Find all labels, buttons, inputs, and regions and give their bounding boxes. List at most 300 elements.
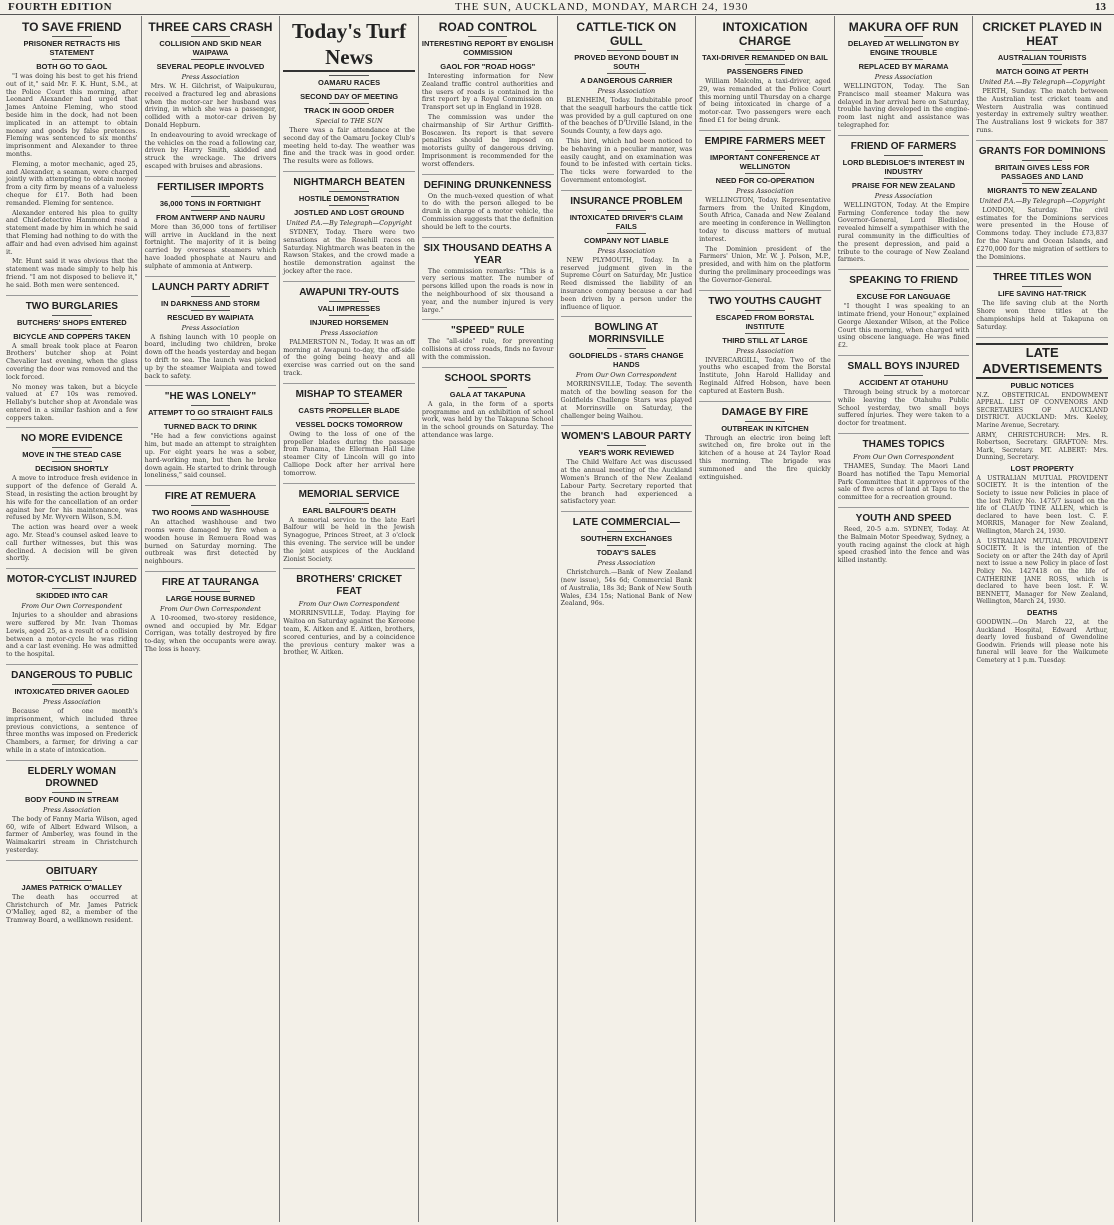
subheadline: BODY FOUND IN STREAM [25,794,119,804]
rule-divider [329,89,368,90]
article-body [561,257,693,312]
subheadline: OUTBREAK IN KITCHEN [721,423,809,433]
article [6,20,138,296]
subheadline: A DANGEROUS CARRIER [580,76,673,85]
rule-divider [191,405,230,406]
article-body [838,83,970,130]
rule-divider [1022,286,1061,287]
article-body [145,83,277,171]
subheadline: INJURED HORSEMEN [309,317,389,327]
subheadline: COMPANY NOT LIABLE [583,235,669,245]
article [6,301,138,429]
paragraph: The life saving club at the North Shore won three titles at the championships held at Takapuna on Saturday. [976,299,1108,331]
article [145,282,277,387]
article [976,146,1108,268]
rule-divider [191,59,230,60]
rule-divider [745,310,784,311]
article [422,373,554,445]
headline: EMPIRE FARMERS MEET [704,135,826,147]
article-body [422,73,554,169]
paragraph: Interesting information for New Zealand traffic control authorities and the users of roads is contained in the first report by a Royal Commission on Transport set up in England in 1928. [421,72,554,112]
byline: Press Association [736,346,794,355]
byline: United P.A.—By Telegraph—Copyright [979,196,1106,205]
rule-divider [191,196,230,197]
rule-divider [745,173,784,174]
headline: NIGHTMARCH BEATEN [293,176,405,188]
rule-divider [191,296,230,297]
headline: MOTOR-CYCLIST INJURED [6,574,137,586]
headline: CATTLE-TICK ON GULL [576,20,677,48]
headline: OBITUARY [45,865,98,877]
article [699,407,831,487]
headline: YOUTH AND SPEED [855,512,952,524]
rule-divider [52,59,91,60]
paragraph: Mrs. W. H. Gilchrist, of Waipukurau, received a fractured leg and abrasions when the motor-car her husband was driving, in which she was a passenger, collided with a motor-car driven by Donald Hepburn. [144,82,277,129]
subheadline: SOUTHERN EXCHANGES [580,534,673,544]
subheadline: FROM ANTWERP AND NAURU [155,212,265,222]
byline: From Our Own Correspondent [853,452,955,461]
article-body [145,615,277,654]
article [283,287,415,384]
article [283,18,415,172]
article-body [699,78,831,125]
classified-heading: PUBLIC NOTICES [1010,380,1074,390]
article [699,20,831,131]
rule-divider [52,329,91,330]
column-4 [418,16,557,1222]
paragraph: PALMERSTON N., Today. It was an off morning at Awapuni to-day, the off-side of the going being heavy and all exercise was carried out on the sand track. [283,337,415,377]
rule-divider [745,333,784,334]
article [145,20,277,177]
byline: From Our Own Correspondent [575,371,677,380]
headline: THREE TITLES WON [993,272,1092,284]
article [283,489,415,570]
rule-divider [468,59,507,60]
subheadline: LARGE HOUSE BURNED [165,593,256,603]
article-body [838,526,970,565]
paragraph: The commission was under the chairmanship of Sir Arthur Griffith-Boscawen. Its report is that severe penalties should be imposed on motorists guilty of dangerous driving. Imprisonment is recommended for the worst offenders. [421,112,554,168]
paragraph: LONDON, Saturday. The civil estimates for the Dominions services were presented in the House of Commons today. They include £73,837 for the Nauru and Ocean Islands, and £270,000 for the migration of settlers to the Dominions. [976,205,1108,261]
article-body [6,894,138,925]
subheadline: BUTCHERS' SHOPS ENTERED [16,317,127,327]
headline: ELDERLY WOMAN DROWNED [27,765,116,789]
column-2 [141,16,280,1222]
subheadline: BICYCLE AND COPPERS TAKEN [13,331,131,341]
article [145,577,277,659]
paragraph: SYDNEY, Today. There were two sensations at the Rosehill races on Saturday. Nightmarch was beaten in the Rawson Stakes, and the crowd made a hostile demonstration against the jockey after the race. [283,227,415,275]
headline: LATE COMMERCIAL— [572,517,680,529]
byline: Press Association [597,559,656,568]
subheadline: TWO ROOMS AND WASHHOUSE [151,508,270,518]
article [422,243,554,321]
rule-divider [745,150,784,151]
subheadline: GALA AT TAKAPUNA [449,389,526,399]
byline: From Our Own Correspondent [159,604,261,613]
paragraph: MORRINSVILLE, Today. Playing for Waitoa on Saturday against the Kereone team, K. Aitken and E. Aitken, brothers, scored centuries, and by a coincidence the previous century maker was a brother, W. Aitken. [283,609,415,657]
subheadline: MIGRANTS TO NEW ZEALAND [987,185,1098,195]
byline: From Our Own Correspondent [21,602,123,611]
byline: Press Association [874,191,933,200]
paragraph: The death has occurred at Christchurch of Mr. James Patrick O'Malley, aged 82, a member of the Tramway Board, a wellknown resident. [6,892,138,925]
masthead [0,0,1114,15]
subheadline: PRISONER RETRACTS HIS STATEMENT [23,39,121,57]
article [145,182,277,277]
article-body [838,389,970,428]
paragraph: "He had a few convictions against him, but made an attempt to straighten up. For eight years he was a sober, hard-working man, but then he broke down again. He started to drink through loneliness," said counsel. [144,432,277,480]
article-body [838,463,970,502]
article-body [145,334,277,381]
edition-label: FOURTH EDITION [8,1,113,13]
rule-divider [607,545,646,546]
byline: Press Association [597,87,656,95]
article [6,433,138,569]
headline: FIRE AT REMUERA [164,491,256,503]
article-body [561,569,693,608]
headline: TWO BURGLARIES [25,300,118,312]
headline: MEMORIAL SERVICE [298,488,400,500]
subheadline: PASSENGERS FINED [726,67,803,76]
article [6,574,138,665]
paragraph: WELLINGTON, Today. Representative farmers from the United Kingdom, South Africa, Canada and New Zealand are meeting in conference in Wellington today to discuss matters of mutual interest. [699,195,831,243]
article [145,391,277,486]
paragraph: MORRINSVILLE, Today. The seventh match of the bowling season for the Goldfields Challenge Stars was played at Morrinsville on Saturday, the challenger being Waihou. [560,380,693,420]
article [6,866,138,930]
article [283,177,415,282]
article-body [6,708,138,755]
paragraph: Injuries to a shoulder and abrasions were suffered by Mr. Ivan Thomas Lewis, aged 25, as a result of a collision between a motor-cycle he was riding and a car last evening. He was admitted to the hospital. [6,611,138,659]
rule-divider [745,421,784,422]
rule-divider [52,684,91,685]
rule-divider [607,531,646,532]
subheadline: INTOXICATED DRIVER'S CLAIM FAILS [569,212,683,231]
article-body [838,202,970,264]
article-body [422,401,554,440]
subheadline: JAMES PATRICK O'MALLEY [21,882,123,892]
article-body [283,431,415,478]
rule-divider [607,348,646,349]
paragraph: A memorial service to the late Earl Balfour will be held in the Jewish Synagogue, Princes Street, at 3 o'clock this evening. The service will be under the joint auspices of the Auckland Zionist Society. [283,515,415,563]
headline: INTOXICATION CHARGE [722,20,808,48]
subheadline: BRITAIN GIVES LESS FOR PASSAGES AND LAND [994,162,1090,181]
headline: CRICKET PLAYED IN HEAT [982,20,1102,48]
byline: United P.A.—By Telegraph—Copyright [979,78,1106,86]
rule-divider [884,36,923,37]
headline: SIX THOUSAND DEATHS A YEAR [423,242,552,266]
subheadline: THIRD STILL AT LARGE [722,335,808,345]
rule-divider [329,205,368,206]
byline: Press Association [597,246,656,255]
classified-notice: ARMY, CHRISTCHURCH: Mrs. R. Robertson, Secretary. GRAFTON: Mrs. Mark, Secretary. MT. ALBERT: Mrs. Dunning, Secretary. [976,431,1108,462]
article-body [561,97,693,185]
paragraph: Owing to the loss of one of the propeller blades during the passage from Panama, the Ellerman Hall Line steamer City of Lincoln will go into Calliope Dock after her arrival here tomorrow. [283,429,415,477]
rule-divider [191,210,230,211]
subheadline: GAOL FOR "ROAD HOGS" [440,62,536,71]
article [283,574,415,662]
rule-divider [745,50,784,51]
paragraph: A move to introduce fresh evidence in support of the defence of Gerald A. Stead, in resisting the action brought by his wife for the cancellation of an order against her for his maintenance, was refused by Mr. Wyvern Wilson, S.M. [6,474,138,522]
paragraph: BLENHEIM, Today. Indubitable proof that the seagull harbours the cattle tick was provided by a gull captured on one of the beaches of D'Urville Island, in the Sounds County, a few days ago. [560,96,693,136]
article [976,20,1108,141]
subheadline: SKIDDED INTO CAR [35,591,108,601]
subheadline: IMPORTANT CONFERENCE AT WELLINGTON [710,152,820,171]
subheadline: LORD BLEDISLOE'S INTEREST IN INDUSTRY [842,157,965,176]
headline: TWO YOUTHS CAUGHT [708,295,822,307]
article [422,325,554,367]
paragraph: No money was taken, but a bicycle valued at £7 10s was removed. Hellaby's butcher shop at Avondale was entered in a similar fashion and a few coppers taken. [6,382,138,422]
byline: Press Association [42,698,101,707]
rule-divider [607,210,646,211]
article-body [283,339,415,378]
article-body [145,224,277,271]
classified-notice: N.Z. OBSTETRICAL ENDOWMENT APPEAL. LIST OF CONVENORS AND SECRETARIES OF AUCKLAND DISTRICT. AUCKLAND: Mrs. Keeley, Marine Avenue, Secretary. [976,391,1108,429]
rule-divider [191,419,230,420]
article-body [422,193,554,232]
classified-notice: GOODWIN.—On March 22, at the Auckland Hospital, Edward Arthur, dearly loved husband of Gwendoline Goodwin. Friends will please note his funeral will leave for the Waikumete Cemetery at 1 p.m. Tuesday. [976,618,1108,664]
subheadline: SECOND DAY OF MEETING [300,92,399,101]
paragraph: Christchurch.—Bank of New Zealand (new issue), 54s 6d; Commercial Bank of Australia, 18s 3d; Bank of New South Wales, £34 15s; National Bank of New Zealand, 96s. [560,568,693,608]
subheadline: YEAR'S WORK REVIEWED [578,448,675,458]
article [976,272,1108,337]
paragraph: NEW PLYMOUTH, Today. In a reserved judgment given in the Supreme Court on Saturday, Mr. Justice Reed dismissed the liability of an insurance company because a car had been driven by a person under the influence of liquor. [560,255,693,311]
rule-divider [52,447,91,448]
subheadline: TURNED BACK TO DRINK [163,422,258,432]
headline: FERTILISER IMPORTS [157,181,264,193]
headline: BOWLING AT MORRINSVILLE [588,322,665,346]
article-body [838,303,970,350]
subheadline: PRAISE FOR NEW ZEALAND [851,180,956,190]
article [561,20,693,191]
subheadline: MATCH GOING AT PERTH [996,67,1089,76]
rule-divider [329,417,368,418]
byline: Press Association [320,328,378,337]
article-body [145,519,277,566]
rule-divider [884,289,923,290]
rule-divider [52,461,91,462]
headline: BROTHERS' CRICKET FEAT [296,574,402,598]
headline: FRIEND OF FARMERS [850,140,957,152]
headline: GRANTS FOR DOMINIONS [978,145,1106,157]
subheadline: GOLDFIELDS - STARS CHANGE HANDS [569,351,684,370]
article-body [699,357,831,396]
article [699,296,831,402]
article [699,136,831,291]
paragraph: On the much-vexed question of what to do with the person alleged to be drunk in charge of a motor vehicle, the Commission suggests that the definition should be left to the courts. [421,191,554,231]
article [838,439,970,508]
paragraph: There was a fair attendance at the second day of the Oamaru Jockey Club's meeting held to-day. The weather was fine and the track was in good order. The results were as follows. [283,126,415,166]
paragraph: More than 36,000 tons of fertiliser will arrive in Auckland in the next fortnight. The majority of it is being carried by overseas steamers which have loaded phosphate at Nauru and sulphate of ammonia at Antwerp. [144,222,277,270]
article [838,20,970,136]
subheadline: IN DARKNESS AND STORM [161,298,260,308]
subheadline: INTOXICATED DRIVER GAOLED [14,687,130,697]
byline: Press Association [181,323,240,332]
headline: MAKURA OFF RUN [848,20,959,34]
subheadline: MOVE IN THE STEAD CASE [22,450,122,460]
subheadline: EARL BALFOUR'S DEATH [302,505,396,515]
paragraph: Through being struck by a motorcar while leaving the Otahuhu Public School yesterday, two small boys suffered injuries. They were taken to a doctor for treatment. [837,387,970,428]
paragraph: The Dominion president of the Farmers' Union, Mr. W. J. Polson, M.P., presided, and with him on the platform during the preliminary proceedings was the Governor-General. [699,244,831,284]
paragraph: INVERCARGILL, Today. Two of the youths who escaped from the Borstal Institute, John Harold Halliday and Reginald Alfred Hobson, have been captured at Eastern Bush. [699,355,831,395]
subheadline: REPLACED BY MARAMA [858,62,949,71]
article-body [561,459,693,506]
rule-divider [191,591,230,592]
article-body [976,207,1108,262]
late-advertisements-title: LATE ADVERTISEMENTS [976,343,1108,379]
subheadline: TAXI-DRIVER REMANDED ON BAIL [702,53,828,62]
paragraph: WELLINGTON, Today. The San Francisco mail steamer Makura was delayed in her arrival here on Saturday, trouble having developed in the engine-room last night and assistance was telegraphed for. [837,82,970,129]
article-body [6,475,138,563]
paragraph: WELLINGTON, Today. At the Empire Farming Conference today the new Governor-General, Lord Bledisloe, revealed himself a sympathiser with the rural community in the difficulties of the present depression, and paid a tribute to the courage of New Zealand farmers. [837,200,970,264]
subheadline: NEED FOR CO-OPERATION [715,175,815,185]
paragraph: This bird, which had been noticed to be behaving in a peculiar manner, was easily caught, and on examination was found to be infested with certain ticks. The ticks were forwarded to the Government entomologist. [560,136,693,184]
paragraph: William Malcolm, a taxi-driver, aged 29, was remanded at the Police Court this morning until Thursday on a charge of being intoxicated in charge of a motor-car. Two passengers were each fined £1 for being drunk. [699,77,831,124]
headline: DEFINING DRUNKENNESS [423,179,552,191]
subheadline: LIFE SAVING HAT-TRICK [997,289,1087,299]
article-body [699,435,831,482]
rule-divider [329,301,368,302]
article [561,196,693,318]
article [561,431,693,512]
rule-divider [329,191,368,192]
rule-divider [1022,50,1061,51]
rule-divider [329,315,368,316]
headline: LAUNCH PARTY ADRIFT [151,281,269,293]
headline: SCHOOL SPORTS [444,372,531,384]
headline: THAMES TOPICS [862,438,945,450]
subheadline: RESCUED BY WAIPIATA [167,312,254,322]
article [561,517,693,613]
article-body [6,343,138,423]
column-5 [557,16,696,1222]
rule-divider [329,403,368,404]
rule-divider [1022,64,1061,65]
paragraph: "I thought I was speaking to an intimate friend, your Honour," explained George Alexander Wilson, at the Police Court this morning, when charged with using obscene language. He was fined £2. [837,302,970,350]
rule-divider [884,59,923,60]
article [838,141,970,270]
column-1 [3,16,141,1222]
paragraph: A small break took place at Fearon Brothers' butcher shop at Point Chevalier last evening, when the glass covering the door was removed and the lock forced. [6,341,138,381]
headline: MISHAP TO STEAMER [295,388,403,400]
paragraph: "I was doing his best to get his friend out of it," said Mr. F. K. Hunt, S.M., at the Police Court this morning, after Leonard Alexander had urged that James Antoine Fleming, who stood beside him in the dock, had not been implicated in an attempt to obtain money and goods by false pretences. Fleming was sentenced to six months' imprisonment and Alexander to three months. [6,72,138,158]
classified-notice: A USTRALIAN MUTUAL PROVIDENT SOCIETY. It is the intention of the Society to issue new Policies in place of the lost Policy No. 1475/7 issued on the life of CLAUD TINE ALLEN, which is declared to have been lost. C. F. MORRIS, Manager for New Zealand, Wellington, March 24, 1930. [976,474,1108,536]
rule-divider [468,36,507,37]
paragraph: PERTH, Sunday. The match between the Australian test cricket team and Western Australia was continued yesterday in extremely sultry weather. The Australians lost 9 wickets for 387 runs. [976,87,1108,134]
article [6,670,138,761]
subheadline: VALI IMPRESSES [317,303,381,313]
paragraph: Fleming, a motor mechanic, aged 25, and Alexander, a seaman, were charged jointly with attempting to obtain money from a city firm by means of a valueless cheque for £17. Both had been remanded. Fleming for sentence. [6,159,138,207]
paragraph: In endeavouring to avoid wreckage of the vehicles on the road a following car, driven by Harry Smith, skidded and struck the wreckage. The drivers escaped with bruises and abrasions. [144,130,277,170]
classified-heading: LOST PROPERTY [1010,463,1074,473]
rule-divider [607,50,646,51]
subheadline: TODAY'S SALES [596,548,656,558]
byline: Special to THE SUN [315,117,383,125]
subheadline: PROVED BEYOND DOUBT IN SOUTH [574,53,679,71]
headline: TO SAVE FRIEND [22,20,122,34]
rule-divider [607,445,646,446]
column-3 [279,16,418,1222]
subheadline: DECISION SHORTLY [35,464,109,474]
article-body [283,229,415,276]
article-body [976,88,1108,135]
subheadline: VESSEL DOCKS TOMORROW [295,419,403,429]
article [6,766,138,861]
rule-divider [745,64,784,65]
rule-divider [607,233,646,234]
rule-divider [52,792,91,793]
paragraph: The "all-side" rule, for preventing collisions at cross roads, finds no favour with the commission. [421,337,554,361]
paragraph: Alexander entered his plea to guilty and Chief-detective Hammond read a statement made by him in which he said that Fleming had nothing to do with the affair and had even advised him against it. [6,208,138,256]
article [838,513,970,570]
article-body [283,610,415,657]
paragraph: Because of one month's imprisonment, which included three previous convictions, a sentence of three months was imposed on Frederick Chambers, a farmer, for driving a car while in a state of intoxication. [6,707,138,755]
subheadline: HOSTILE DEMONSTRATION [298,193,400,203]
headline: INSURANCE PROBLEM [570,195,683,207]
paragraph: THAMES, Sunday. The Maori Land Board has notified the Tapu Memorial Park Committee that it approves of the sale of five acres of land at Tapu to the committee for a recreation ground. [837,461,970,502]
paragraph: An attached washhouse and two rooms were damaged by fire when a wooden house in Remuera Road was burned on Saturday morning. The outbreak was first detected by neighbours. [144,518,277,566]
subheadline: ESCAPED FROM BORSTAL INSTITUTE [715,312,815,331]
rule-divider [329,75,368,76]
paragraph: A 10-roomed, two-storey residence, owned and occupied by Mr. Edgar Corrigan, was totally destroyed by fire to-day, when the occupants were away. The loss is heavy. [144,613,277,654]
subheadline: ACCIDENT AT OTAHUHU [859,377,949,387]
column-6 [695,16,834,1222]
headline: THREE CARS CRASH [148,20,273,34]
subheadline: COLLISION AND SKID NEAR WAIPAWA [159,39,262,57]
paragraph: The body of Fanny Maria Wilson, aged 60, wife of Albert Edward Wilson, a farmer of Amberley, was found in the Waimakariri stream in Christchurch yesterday. [6,814,138,854]
rule-divider [1022,160,1061,161]
headline: DAMAGE BY FIRE [721,406,809,418]
paragraph: A fishing launch with 10 people on board, including two children, broke down off the heads yesterday and began to drift to sea. The launch was picked up by the steamer Waipiata and towed back to safety. [144,332,277,380]
byline: Press Association [42,805,101,814]
rule-divider [329,103,368,104]
page-number: 13 [1095,1,1106,13]
headline: DANGEROUS TO PUBLIC [11,670,133,682]
headline: ROAD CONTROL [438,20,537,34]
rule-divider [191,36,230,37]
paragraph: Mr. Hunt said it was obvious that the statement was made simply to help his friend. "I am not disposed to believe it," he said. Both men were sentenced. [6,257,138,289]
article-body [6,73,138,290]
headline: FIRE AT TAURANGA [161,576,259,588]
paragraph: Reed, 20-5 a.m. SYDNEY, Today. At the Balmain Motor Speedway, Sydney, a youth racing against the clock at high speed crashed into the fence and was killed instantly. [837,524,970,565]
rule-divider [52,588,91,589]
subheadline: BOTH GO TO GAOL [36,62,108,71]
article-body [6,612,138,659]
article [145,491,277,572]
headline: AWAPUNI TRY-OUTS [299,286,399,298]
paragraph: The Child Welfare Act was discussed at the annual meeting of the Auckland Women's Branch of the New Zealand Labour Party. Secretary reported that the branch had experienced a satisfactory year. [560,458,693,506]
rule-divider [52,880,91,881]
article-body [145,433,277,480]
rule-divider [1022,183,1061,184]
column-8 [972,16,1111,1222]
rule-divider [884,155,923,156]
rule-divider [52,36,91,37]
subheadline: OAMARU RACES [318,78,381,87]
paragraph: The action was heard over a week ago. Mr. Stead's counsel asked leave to call further witnesses, but this was declined. A decision will be given shortly. [6,523,138,563]
article-body [283,517,415,564]
article-body [561,381,693,420]
article [422,180,554,238]
article [283,389,415,484]
subheadline: CASTS PROPELLER BLADE [298,405,400,415]
rule-divider [884,375,923,376]
subheadline: TRACK IN GOOD ORDER [304,106,395,115]
headline: WOMEN'S LABOUR PARTY [561,431,692,443]
rule-divider [191,310,230,311]
article [561,322,693,426]
paragraph: Through an electric iron being left switched on, fire broke out in the kitchen of a house at 24 Taylor Road this morning. The brigade was summoned and the fire quickly extinguished. [699,433,831,481]
subheadline: 36,000 TONS IN FORTNIGHT [159,198,261,208]
byline: Press Association [736,186,794,195]
byline: From Our Own Correspondent [298,600,400,609]
